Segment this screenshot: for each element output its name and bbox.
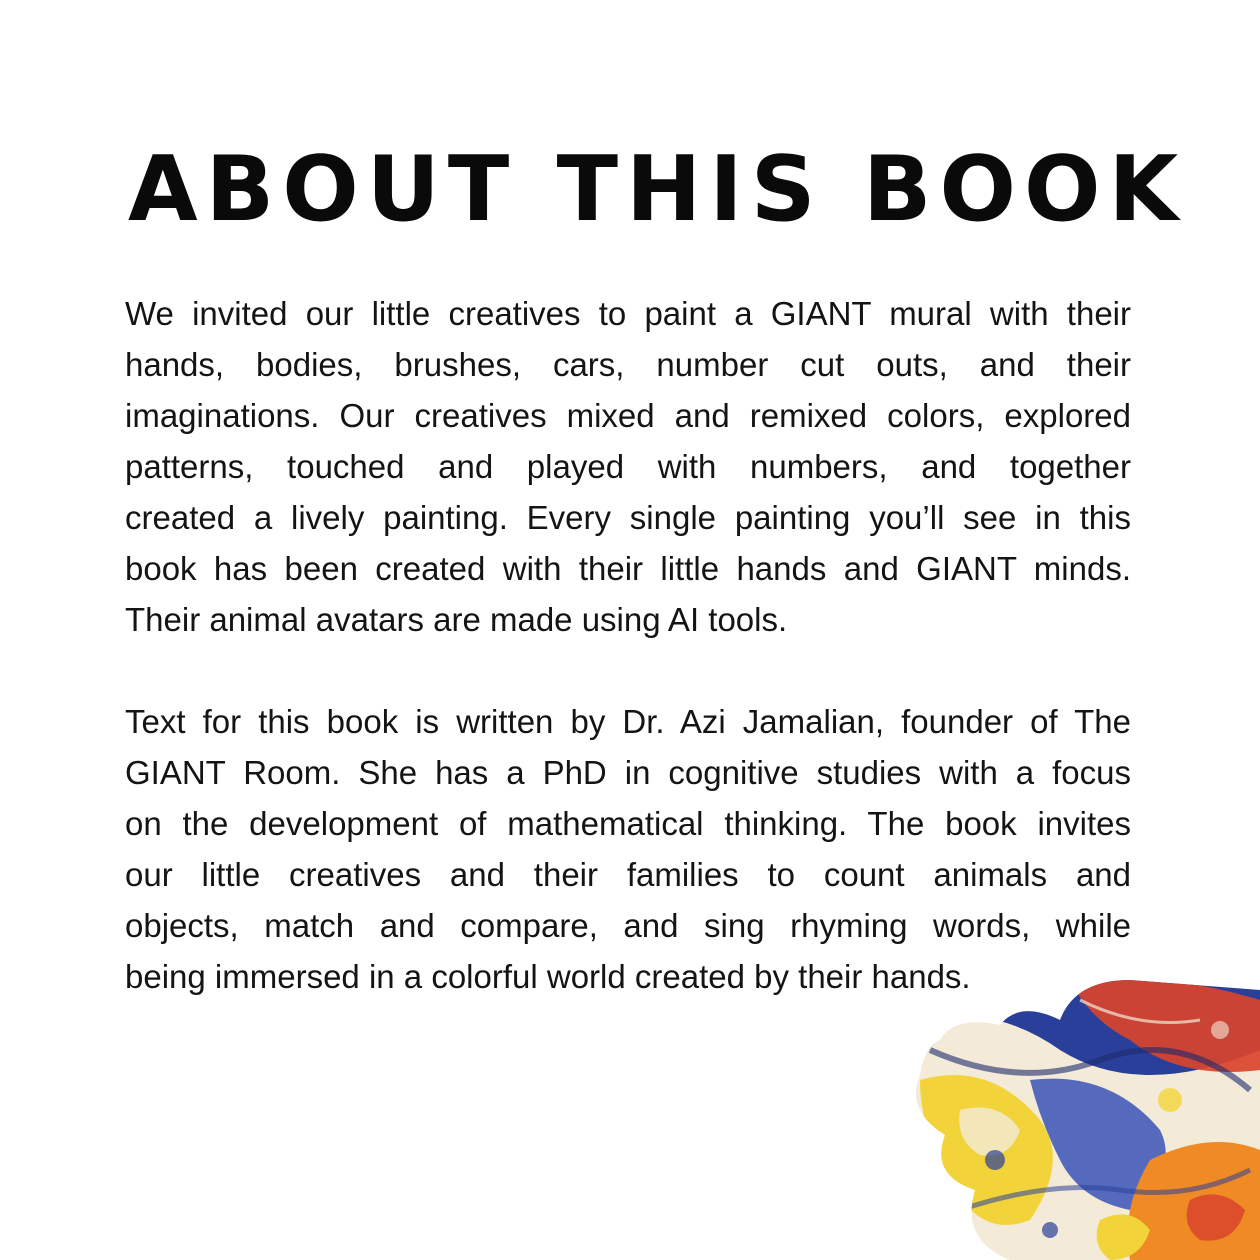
text-line: hands, bodies, brushes, cars, number cut outs, and their bbox=[125, 346, 1131, 383]
paint-dot bbox=[1158, 1088, 1182, 1112]
paragraph-about-mural bbox=[125, 288, 1131, 645]
paint-dot bbox=[985, 1150, 1005, 1170]
text-line: being immersed in a colorful world created by their hands. bbox=[125, 958, 971, 995]
text-line: We invited our little creatives to paint a GIANT mural with their bbox=[125, 295, 1131, 332]
text-line: book has been created with their little hands and GIANT minds. bbox=[125, 550, 1131, 587]
paint-dot bbox=[1042, 1222, 1058, 1238]
page-title: ABOUT THIS BOOK bbox=[128, 137, 1187, 242]
paint-dot bbox=[1211, 1021, 1229, 1039]
text-line: objects, match and compare, and sing rhyming words, while bbox=[125, 907, 1131, 944]
text-line: Text for this book is written by Dr. Azi Jamalian, founder of The bbox=[125, 703, 1131, 740]
text-line: created a lively painting. Every single painting you’ll see in this bbox=[125, 499, 1131, 536]
text-line: patterns, touched and played with numbers, and together bbox=[125, 448, 1131, 485]
text-line: our little creatives and their families to count animals and bbox=[125, 856, 1131, 893]
painted-mural-decoration bbox=[900, 960, 1260, 1260]
text-line: GIANT Room. She has a PhD in cognitive studies with a focus bbox=[125, 754, 1131, 791]
paragraph-about-author bbox=[125, 696, 1131, 1002]
text-line: on the development of mathematical thinking. The book invites bbox=[125, 805, 1131, 842]
text-line: imaginations. Our creatives mixed and remixed colors, explored bbox=[125, 397, 1131, 434]
text-line: Their animal avatars are made using AI tools. bbox=[125, 601, 788, 638]
